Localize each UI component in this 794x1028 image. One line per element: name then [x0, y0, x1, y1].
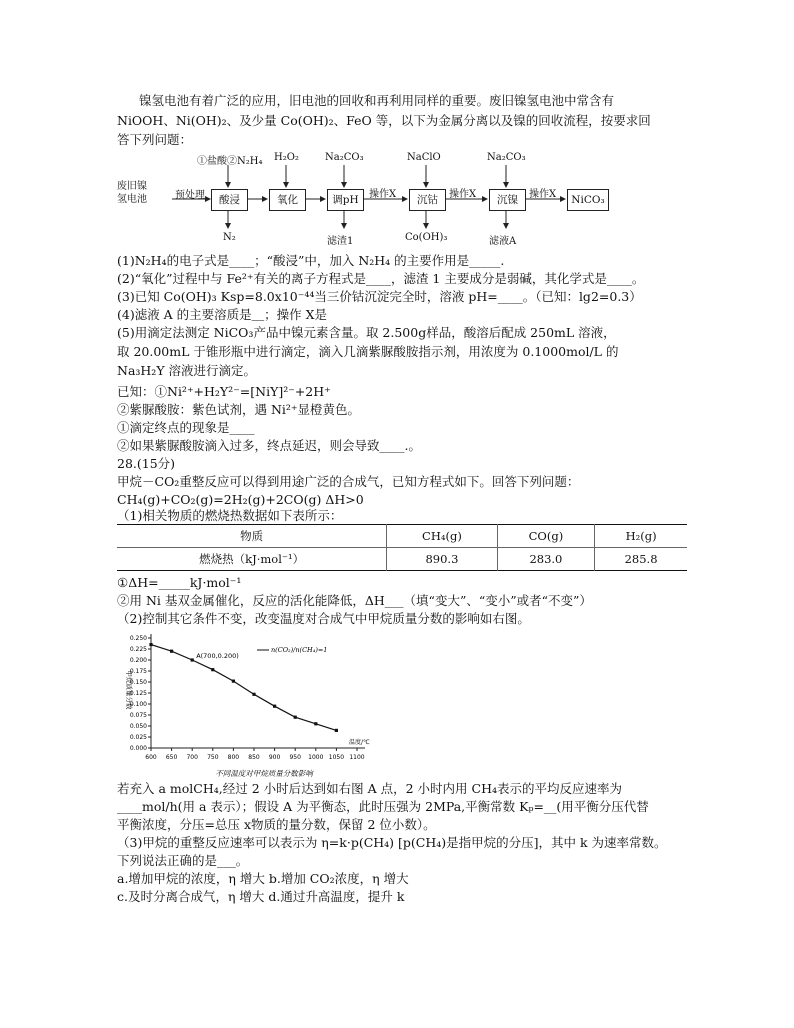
y-tick-label: 0.100 — [129, 701, 147, 708]
intro-line-3: 答下列问题： — [117, 132, 193, 147]
x-tick-label: 650 — [165, 754, 178, 761]
y-tick-label: 0.175 — [129, 668, 147, 675]
x-tick-label: 700 — [186, 754, 198, 761]
x-tick-label: 800 — [227, 754, 240, 761]
reagent-2: H₂O₂ — [274, 152, 299, 163]
known-1: 已知：①Ni²⁺+H₂Y²⁻=[NiY]²⁻+2H⁺ — [117, 384, 331, 399]
reagent-1: ①盐酸②N₂H₄ — [197, 156, 263, 167]
point-a-annotation: A(700,0.200) — [196, 652, 239, 660]
step-oxidation: 氧化 — [269, 189, 306, 211]
part3-line-1: （3)甲烷的重整反应速率可以表示为 η=k·p(CH₄) [p(CH₄)是指甲烷的分压]，其中 k 为速率常数。 — [117, 835, 667, 850]
legend-label: n(CO₂)/n(CH₄)=1 — [271, 646, 328, 654]
part3-line-2: 下列说法正确的是___。 — [117, 853, 249, 868]
question-5-line-1: (5)用滴定法测定 NiCO₃产品中镍元素含量。取 2.500g样品，酸溶后配成 250mL 溶液， — [117, 325, 616, 340]
data-point — [314, 722, 317, 725]
known-4: ②如果紫脲酸胺滴入过多，终点延迟，则会导致____.。 — [117, 438, 421, 453]
output-n2: N₂ — [223, 232, 236, 243]
reaction-equation: CH₄(g)+CO₂(g)=2H₂(g)+2CO(g) ΔH>0 — [117, 492, 364, 507]
output-filtrate-a: 滤液A — [489, 236, 517, 247]
step-adjust-ph: 调pH — [327, 189, 364, 211]
output-coh3: Co(OH)₃ — [405, 232, 448, 243]
intro-line-2: NiOOH、Ni(OH)₂、及少量 Co(OH)₂、FeO 等，以下为金属分离以及镍的回收流程，按要求回 — [117, 113, 651, 128]
x-tick-label: 850 — [248, 754, 260, 761]
data-point — [149, 643, 152, 646]
table-row: 燃烧热（kJ·mol⁻¹） 890.3 283.0 285.8 — [117, 548, 687, 571]
process-flow-diagram — [117, 150, 687, 250]
question-2: (2)“氧化”过程中与 Fe²⁺有关的离子方程式是____，滤渣 1 主要成分是弱碱，其化学式是____。 — [117, 271, 645, 286]
y-tick-label: 0.200 — [129, 657, 147, 664]
reagent-4: NaClO — [407, 152, 441, 163]
x-tick-label: 1100 — [349, 754, 365, 761]
source-label: 废旧镍 氢电池 — [117, 181, 147, 205]
intro-line-1: 镍氢电池有着广泛的应用，旧电池的回收和再利用同样的重要。废旧镍氢电池中常含有 — [139, 93, 615, 108]
section-28-intro: 甲烷－CO₂重整反应可以得到用途广泛的合成气，已知方程式如下。回答下列问题： — [117, 474, 580, 489]
answer-catalyst: ②用 Ni 基双金属催化，反应的活化能降低，ΔH___（填“变大”、“变小”或者“不变”） — [117, 593, 592, 608]
table-header-row: 物质 CH₄(g) CO(g) H₂(g) — [117, 525, 687, 548]
answer-dh: ①ΔH=_____kJ·mol⁻¹ — [117, 575, 242, 590]
series-line — [151, 645, 336, 731]
known-2: ②紫脲酸胺：紫色试剂，遇 Ni²⁺显橙黄色。 — [117, 402, 361, 417]
output-residue1: 滤渣1 — [327, 236, 354, 247]
question-4: (4)滤液 A 的主要溶质是＿；操作 X是 — [117, 307, 328, 322]
opx-2: 操作X — [369, 189, 397, 200]
y-tick-label: 0.025 — [129, 734, 147, 741]
x-tick-label: 900 — [268, 754, 281, 761]
x-tick-label: 600 — [145, 754, 157, 761]
sub-question-1: （1)相关物质的燃烧热数据如下表所示： — [117, 508, 343, 523]
y-tick-label: 0.050 — [129, 723, 147, 730]
question-5-line-3: Na₃H₂Y 溶液进行滴定。 — [117, 363, 257, 378]
x-tick-label: 750 — [207, 754, 219, 761]
pretreat-label: 预处理 — [175, 190, 205, 201]
part2-line-1: 若充入 a molCH₄,经过 2 小时后达到如右图 A 点，2 小时内用 CH₄表示的平均反应速率为 — [117, 781, 622, 796]
y-tick-label: 0.125 — [129, 690, 147, 697]
reagent-3: Na₂CO₃ — [325, 152, 364, 163]
data-point — [335, 729, 338, 732]
product-nico3: NiCO₃ — [567, 189, 609, 211]
question-3: (3)已知 Co(OH)₃ Ksp=8.0x10⁻⁴⁴当三价钴沉淀完全时，溶液 pH=____。（已知：lg2=0.3） — [117, 289, 642, 304]
opx-1: 操作X — [449, 189, 477, 200]
opx-3: 操作X — [529, 189, 557, 200]
chart-svg — [117, 630, 397, 778]
y-tick-label: 0.150 — [129, 679, 147, 686]
reagent-5: Na₂CO₃ — [487, 152, 526, 163]
section-28-header: 28.(15分) — [117, 456, 176, 471]
question-1: (1)N₂H₄的电子式是____；“酸浸”中，加入 N₂H₄ 的主要作用是_____. — [117, 253, 505, 268]
y-tick-label: 0.225 — [129, 646, 147, 653]
option-ab: a.增加甲烷的浓度，η 增大 b.增加 CO₂浓度，η 增大 — [117, 871, 409, 886]
data-point — [232, 680, 235, 683]
step-co-precip: 沉钴 — [409, 189, 446, 211]
data-point — [294, 716, 297, 719]
methane-fraction-chart — [117, 630, 397, 778]
x-tick-label: 1000 — [308, 754, 324, 761]
y-axis-label: 甲烷质量分数 — [125, 670, 133, 710]
part2-line-3: 平衡浓度，分压=总压 x物质的量分数，保留 2 位小数）。 — [117, 817, 436, 832]
step-acid-leach: 酸浸 — [211, 189, 248, 211]
x-tick-label: 1050 — [328, 754, 345, 761]
known-3: ①滴定终点的现象是____ — [117, 420, 255, 435]
x-tick-label: 950 — [289, 754, 301, 761]
data-point — [170, 650, 173, 653]
option-cd: c.及时分离合成气，η 增大 d.通过升高温度，提升 k — [117, 889, 405, 904]
data-point — [273, 705, 276, 708]
data-point — [252, 693, 255, 696]
question-5-line-2: 取 20.00mL 于锥形瓶中进行滴定，滴入几滴紫脲酸胺指示剂，用浓度为 0.1000mol/L 的 — [117, 344, 619, 359]
chart-title: 不同温度对甲烷质量分数影响 — [215, 769, 313, 778]
data-point — [191, 658, 194, 661]
sub-question-2: （2)控制其它条件不变，改变温度对合成气中甲烷质量分数的影响如右图。 — [117, 611, 530, 626]
step-ni-precip: 沉镍 — [489, 189, 526, 211]
combustion-heat-table — [117, 524, 687, 571]
data-point — [211, 668, 214, 671]
y-tick-label: 0.250 — [129, 635, 147, 642]
y-tick-label: 0.000 — [129, 745, 147, 752]
y-tick-label: 0.075 — [129, 712, 147, 719]
x-axis-label: 温度/℃ — [349, 739, 370, 746]
part2-line-2: ____mol/h(用 a 表示）；假设 A 为平衡态，此时压强为 2MPa,平衡常数 Kₚ=__(用平衡分压代替 — [117, 799, 649, 814]
